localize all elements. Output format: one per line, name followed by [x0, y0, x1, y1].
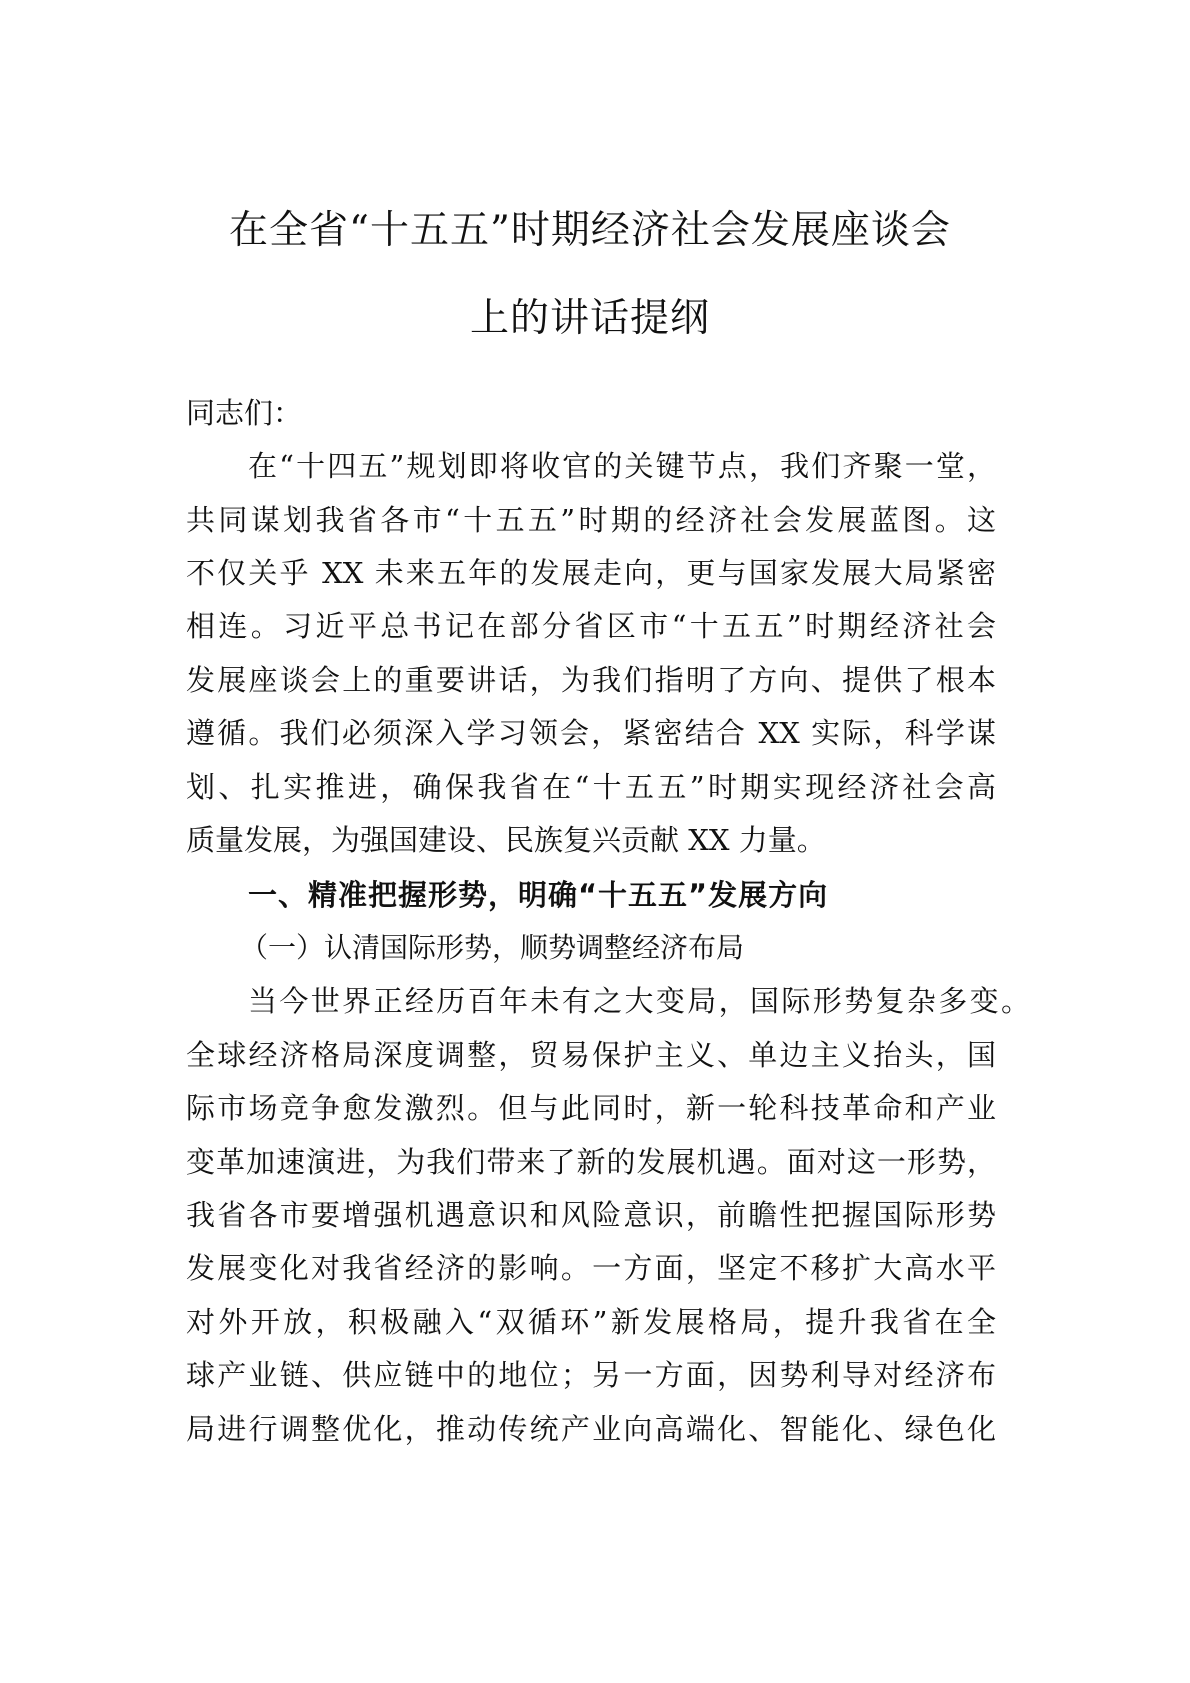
paragraph-1-line-2: 共同谋划我省各市“十五五”时期的经济社会发展蓝图。这	[186, 503, 996, 537]
salutation: 同志们：	[186, 396, 303, 430]
paragraph-2-line-4: 变革加速演进，为我们带来了新的发展机遇。面对这一形势，	[186, 1145, 996, 1179]
paragraph-1-line-7: 划、扎实推进，确保我省在“十五五”时期实现经济社会高	[186, 770, 996, 804]
paragraph-2-line-3: 际市场竞争愈发激烈。但与此同时，新一轮科技革命和产业	[186, 1091, 996, 1125]
paragraph-2-line-6: 发展变化对我省经济的影响。一方面，坚定不移扩大高水平	[186, 1251, 996, 1285]
paragraph-2-line-9: 局进行调整优化，推动传统产业向高端化、智能化、绿色化	[186, 1412, 996, 1446]
paragraph-1-line-4: 相连。习近平总书记在部分省区市“十五五”时期经济社会	[186, 609, 996, 643]
section-1-heading: 一、精准把握形势，明确“十五五”发展方向	[248, 878, 829, 912]
paragraph-2-line-2: 全球经济格局深度调整，贸易保护主义、单边主义抬头，国	[186, 1038, 996, 1072]
paragraph-1-line-6: 遵循。我们必须深入学习领会，紧密结合 XX 实际，科学谋	[186, 716, 996, 750]
paragraph-1-line-8: 质量发展，为强国建设、民族复兴贡献 XX 力量。	[186, 823, 826, 857]
paragraph-2-line-7: 对外开放，积极融入“双循环”新发展格局，提升我省在全	[186, 1305, 996, 1339]
subsection-1-heading: （一）认清国际形势，顺势调整经济布局	[240, 931, 745, 964]
paragraph-1-line-3: 不仅关乎 XX 未来五年的发展走向，更与国家发展大局紧密	[186, 556, 996, 590]
paragraph-1-line-1: 在“十四五”规划即将收官的关键节点，我们齐聚一堂，	[248, 449, 996, 483]
paragraph-1-line-5: 发展座谈会上的重要讲话，为我们指明了方向、提供了根本	[186, 663, 996, 697]
document-title-line-1: 在全省“十五五”时期经济社会发展座谈会	[229, 208, 951, 253]
paragraph-2-line-1: 当今世界正经历百年未有之大变局，国际形势复杂多变。	[248, 984, 1030, 1018]
paragraph-2-line-5: 我省各市要增强机遇意识和风险意识，前瞻性把握国际形势	[186, 1198, 996, 1232]
paragraph-2-line-8: 球产业链、供应链中的地位；另一方面，因势利导对经济布	[186, 1358, 996, 1392]
document-title-line-2: 上的讲话提纲	[469, 296, 710, 341]
